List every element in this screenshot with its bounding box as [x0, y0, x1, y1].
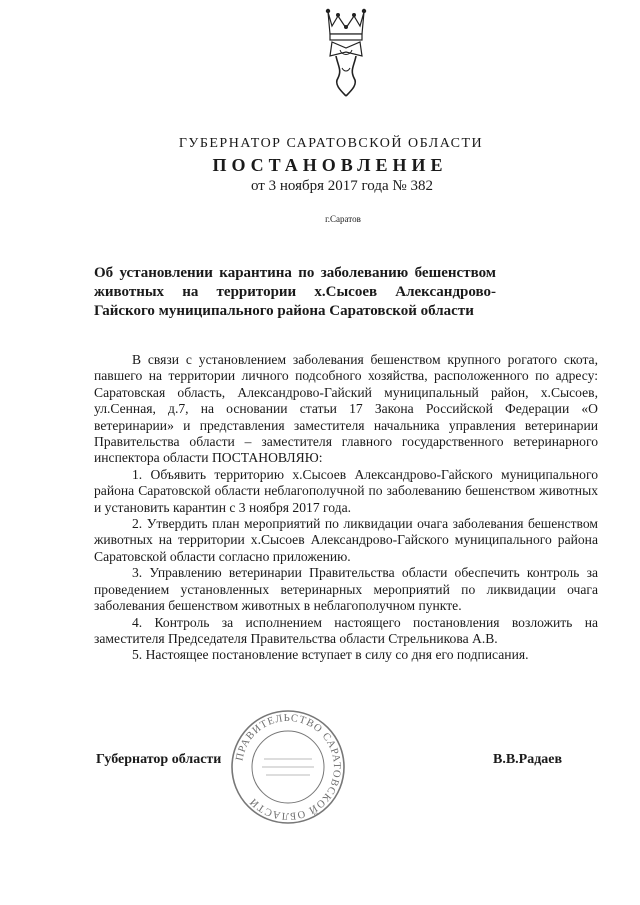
- signatory-title: Губернатор области: [96, 752, 222, 767]
- title-line: Об установлении карантина по заболеванию бешенством: [94, 265, 496, 281]
- resolution-item: 5. Настоящее постановление вступает в силу со дня его подписания.: [132, 647, 529, 663]
- preamble-paragraph: В связи с установлением заболевания бешенством крупного рогатого скота, павшего на территории личного подсобного хозяйства, расположенного по адресу: Саратовская область, Александрово-Гайский муниципальный район, х.Сысоев, ул.Сенная, д.7, на основании статьи 17 Закона Российской Федерации «О ветеринарии» и представления заместителя начальника управления ветеринарии Правительства области – заместителя главного государственного ветеринарного инспектора области ПОСТАНОВЛЯЮ:: [94, 352, 598, 466]
- title-line: Гайского муниципального района Саратовской области: [94, 303, 474, 319]
- document-body: [94, 352, 598, 664]
- document-title: [94, 264, 496, 321]
- document-city: г.Саратов: [325, 214, 361, 224]
- document-date-number: от 3 ноября 2017 года № 382: [251, 178, 433, 194]
- title-line: животных на территории х.Сысоев Александрово-: [94, 284, 496, 300]
- resolution-item: 3. Управлению ветеринарии Правительства области обеспечить контроль за проведением установленных ветеринарных мероприятий по ликвидации очага заболевания бешенством животных в неблагополучном пункте.: [94, 565, 598, 614]
- governor-header: ГУБЕРНАТОР САРАТОВСКОЙ ОБЛАСТИ: [178, 136, 484, 151]
- coat-of-arms-emblem: [316, 8, 376, 98]
- signatory-name: В.В.Радаев: [493, 752, 563, 767]
- resolution-item: 4. Контроль за исполнением настоящего постановления возложить на заместителя Председателя Правительства области Стрельникова А.В.: [94, 614, 598, 646]
- resolution-item: 1. Объявить территорию х.Сысоев Александрово-Гайского муниципального района Саратовской области неблагополучной по заболеванию бешенством животных и установить карантин с 3 ноября 2017 года.: [94, 466, 598, 515]
- official-seal-stamp: [228, 707, 348, 827]
- document-type: ПОСТАНОВЛЕНИЕ: [212, 155, 448, 175]
- seal-text: ПРАВИТЕЛЬСТВО САРАТОВСКОЙ ОБЛАСТИ: [234, 712, 343, 822]
- resolution-item: 2. Утвердить план мероприятий по ликвидации очага заболевания бешенством животных на территории х.Сысоев Александрово-Гайского муниципального района Саратовской области согласно приложению.: [94, 516, 598, 564]
